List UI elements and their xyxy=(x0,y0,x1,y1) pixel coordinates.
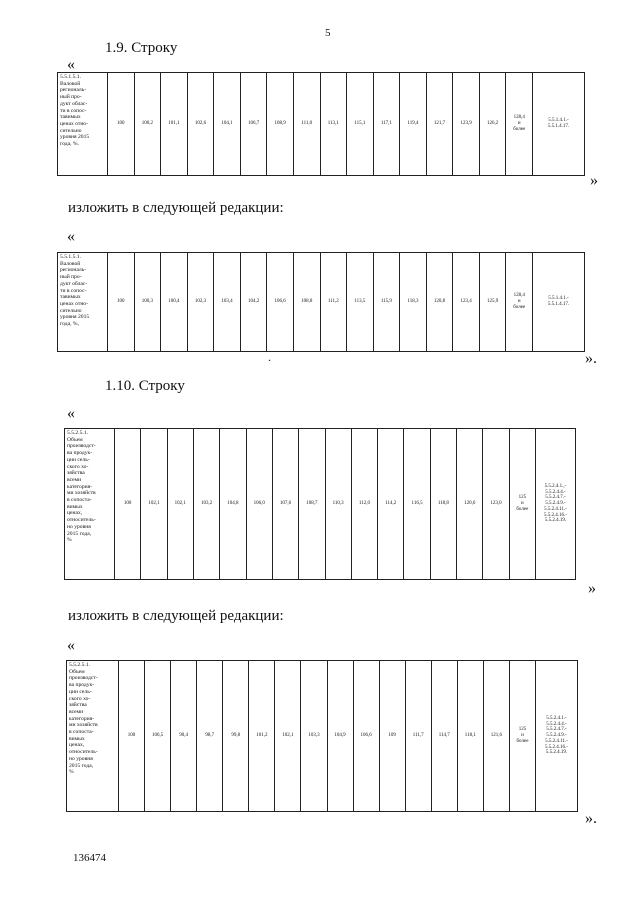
value-cell: 106,6 xyxy=(267,253,294,352)
open-quote: « xyxy=(67,405,75,422)
value-cell: 114,2 xyxy=(378,429,404,580)
value-cell: 103,3 xyxy=(301,661,327,812)
open-quote: « xyxy=(67,228,75,245)
reference-cell: 5.5.2.4.1.,- 5.5.2.4.4.- 5.5.2.4.7.- 5.5.2.4.9.- 5.5.2.4.11.- 5.5.2.4.16.- 5.5.2.4.19. xyxy=(536,429,576,580)
value-cell: 100,4 xyxy=(161,253,188,352)
value-cell: 100 xyxy=(115,429,141,580)
value-cell: 106,5 xyxy=(145,661,171,812)
close-quote: ». xyxy=(585,810,597,827)
value-cell: 102,1 xyxy=(167,429,193,580)
value-cell: 100,3 xyxy=(134,253,161,352)
value-cell: 115,9 xyxy=(373,253,400,352)
value-cell: 100,2 xyxy=(134,73,161,176)
indicator-label: 5.5.1.5.1. Валовой региональ- ный про- дукт облас- ти в сопос- тавимых ценах отно- сительно уровня 2015 года, %, xyxy=(58,253,108,352)
value-cell: 111,0 xyxy=(293,73,320,176)
value-cell: 110,3 xyxy=(325,429,351,580)
value-cell: 102,6 xyxy=(187,73,214,176)
value-cell: 121,7 xyxy=(426,73,453,176)
value-cell: 108,9 xyxy=(267,73,294,176)
value-cell: 102,3 xyxy=(187,253,214,352)
value-cell: 102,1 xyxy=(275,661,301,812)
value-cell: 118,8 xyxy=(430,429,456,580)
value-cell: 107,6 xyxy=(272,429,298,580)
value-cell: 121,6 xyxy=(483,661,509,812)
old-row-table-1-9 xyxy=(57,72,585,176)
value-cell: 100 xyxy=(108,73,135,176)
indicator-label: 5.5.2.5.1. Объем производст- ва продук- ции сель- ского хо- зяйства всеми категория- ми хозяйств в сопоста- вимых ценах, относитель- но уровня 2015 года, % xyxy=(67,661,119,812)
close-quote: ». xyxy=(585,350,597,367)
value-cell: 111,2 xyxy=(320,253,347,352)
value-cell: 103,2 xyxy=(193,429,219,580)
open-quote: « xyxy=(67,637,75,654)
section-heading-1-10: 1.10. Строку xyxy=(105,378,185,394)
close-quote: » xyxy=(588,580,596,597)
value-cell: 100 xyxy=(119,661,145,812)
value-cell: 116,5 xyxy=(404,429,430,580)
value-cell: 126,2 xyxy=(479,73,506,176)
value-cell: 104,2 xyxy=(240,253,267,352)
indicator-label: 5.5.1.5.1. Валовой региональ- ный про- дукт облас- ти в сопос- тавимых ценах отно- сительно уровня 2015 года, %. xyxy=(58,73,108,176)
value-cell: 128,4 и более xyxy=(506,253,533,352)
value-cell: 104,9 xyxy=(327,661,353,812)
value-cell: 125 и более xyxy=(509,429,535,580)
instruction-text: изложить в следующей редакции: xyxy=(68,200,284,216)
value-cell: 118,3 xyxy=(400,253,427,352)
value-cell: 113,5 xyxy=(347,253,374,352)
value-cell: 102,1 xyxy=(141,429,167,580)
value-cell: 106,6 xyxy=(353,661,379,812)
value-cell: 128,4 и более xyxy=(506,73,533,176)
value-cell: 108,8 xyxy=(293,253,320,352)
close-quote: » xyxy=(590,172,598,189)
value-cell: 118,1 xyxy=(457,661,483,812)
table-row xyxy=(58,73,585,176)
value-cell: 104,8 xyxy=(220,429,246,580)
value-cell: 119,4 xyxy=(400,73,427,176)
value-cell: 103,4 xyxy=(214,253,241,352)
value-cell: 115,1 xyxy=(347,73,374,176)
new-row-table-1-9 xyxy=(57,252,585,352)
value-cell: 117,1 xyxy=(373,73,400,176)
value-cell: 99,8 xyxy=(223,661,249,812)
value-cell: 120,6 xyxy=(457,429,483,580)
table-row xyxy=(58,253,585,352)
table-row xyxy=(65,429,576,580)
value-cell: 114,7 xyxy=(431,661,457,812)
page-number: 5 xyxy=(325,27,331,39)
value-cell: 123,4 xyxy=(453,253,480,352)
section-heading-1-9: 1.9. Строку xyxy=(105,40,178,56)
value-cell: 125,9 xyxy=(479,253,506,352)
value-cell: 112,0 xyxy=(351,429,377,580)
value-cell: 106,7 xyxy=(240,73,267,176)
value-cell: 98,7 xyxy=(197,661,223,812)
value-cell: 100 xyxy=(108,253,135,352)
document-code: 136474 xyxy=(73,852,106,864)
value-cell: 101,1 xyxy=(161,73,188,176)
value-cell: 123,0 xyxy=(483,429,509,580)
value-cell: 111,7 xyxy=(405,661,431,812)
value-cell: 101,2 xyxy=(249,661,275,812)
old-row-table-1-10 xyxy=(64,428,576,580)
new-row-table-1-10 xyxy=(66,660,578,812)
value-cell: 120,8 xyxy=(426,253,453,352)
value-cell: 125 и более xyxy=(509,661,535,812)
value-cell: 123,9 xyxy=(453,73,480,176)
instruction-text: изложить в следующей редакции: xyxy=(68,608,284,624)
open-quote: « xyxy=(67,56,75,73)
value-cell: 106,0 xyxy=(246,429,272,580)
value-cell: 90,4 xyxy=(171,661,197,812)
value-cell: 109 xyxy=(379,661,405,812)
indicator-label: 5.5.2.5.1. Объем производст- ва продук- ции сель- ского хо- зяйства всеми категория- ми хозяйств в сопоста- вимых ценах, относитель- но уровня 2015 года, % xyxy=(65,429,115,580)
reference-cell: 5.5.1.4.1.- 5.5.1.4.17. xyxy=(533,253,585,352)
table-row xyxy=(67,661,578,812)
reference-cell: 5.5.2.4.1.- 5.5.2.4.4.- 5.5.2.4.7.- 5.5.2.4.9.- 5.5.2.4.11.- 5.5.2.4.16.- 5.5.2.4.19. xyxy=(536,661,578,812)
stray-dot: . xyxy=(268,350,271,364)
value-cell: 113,1 xyxy=(320,73,347,176)
value-cell: 104,1 xyxy=(214,73,241,176)
reference-cell: 5.5.1.4.1.- 5.5.1.4.17. xyxy=(533,73,585,176)
value-cell: 108,7 xyxy=(299,429,325,580)
